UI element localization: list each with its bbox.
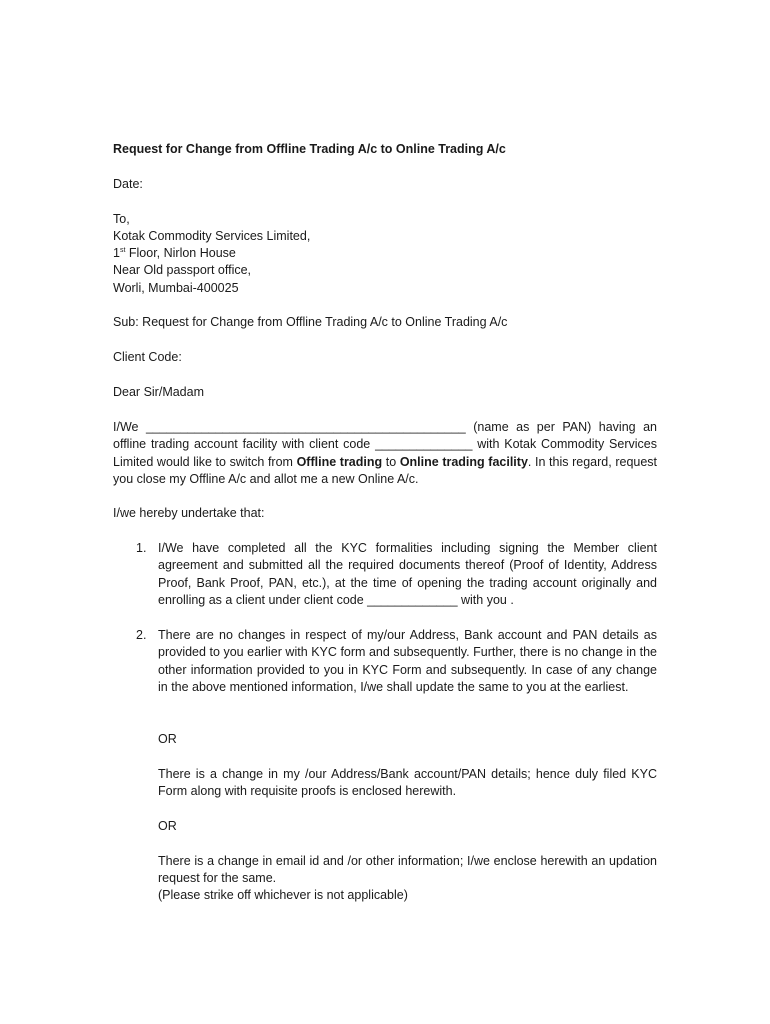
or-separator: OR — [158, 732, 177, 746]
option-email-change: There is a change in email id and /or other information; I/we enclose herewith an updation request for the same. — [158, 854, 657, 886]
list-item-number: 1. — [136, 541, 147, 555]
body-bold-online: Online trading facility — [399, 454, 528, 469]
or-separator: OR — [158, 819, 177, 833]
client-code-label: Client Code: — [113, 350, 182, 364]
salutation: Dear Sir/Madam — [113, 385, 204, 399]
body-text-1: I/We ______________________________________________ (name as per PAN) having an offline trading account facility with client code ______________ with Kotak Commodity Services Limited would like to switch from — [113, 420, 657, 469]
to-label: To, — [113, 212, 130, 226]
option-address-change: There is a change in my /our Address/Bank account/PAN details; hence duly filed KYC Form along with requisite proofs is enclosed herewith. — [158, 767, 657, 799]
address-line-3: Near Old passport office, — [113, 263, 252, 277]
letter-title: Request for Change from Offline Trading A/c to Online Trading A/c — [113, 142, 506, 156]
subject-line: Sub: Request for Change from Offline Trading A/c to Online Trading A/c — [113, 315, 508, 329]
undertake-line: I/we hereby undertake that: — [113, 506, 265, 520]
floor-ordinal: st — [119, 247, 126, 254]
date-label: Date: — [113, 177, 143, 191]
body-bold-offline: Offline trading — [296, 454, 383, 469]
body-paragraph — [113, 419, 657, 488]
body-text-2: to — [382, 454, 400, 469]
strike-off-note: (Please strike off whichever is not applicable) — [158, 888, 408, 902]
list-item-text: I/We have completed all the KYC formalities including signing the Member client agreement and submitted all the required documents thereof (Proof of Identity, Address Proof, Bank Proof, PAN, etc.), at the time of opening the trading account originally and enrolling as a client under client code _____________ with you . — [158, 541, 657, 607]
list-item-text: There are no changes in respect of my/our Address, Bank account and PAN details as provided to you earlier with KYC form and subsequently. Further, there is no change in the other information provided to you in KYC Form and subsequently. In case of any change in the above mentioned information, I/we shall update the same to you at the earliest. — [158, 628, 657, 694]
floor-number: 1 — [113, 246, 120, 260]
floor-rest: Floor, Nirlon House — [125, 246, 236, 260]
list-item-number: 2. — [136, 628, 147, 642]
address-line-1: Kotak Commodity Services Limited, — [113, 229, 311, 243]
body-text-3: . In this regard, request you close my Offline A/c and allot me a new Online A/c. — [113, 454, 658, 486]
address-line-4: Worli, Mumbai-400025 — [113, 281, 239, 295]
address-line-2 — [113, 245, 236, 262]
